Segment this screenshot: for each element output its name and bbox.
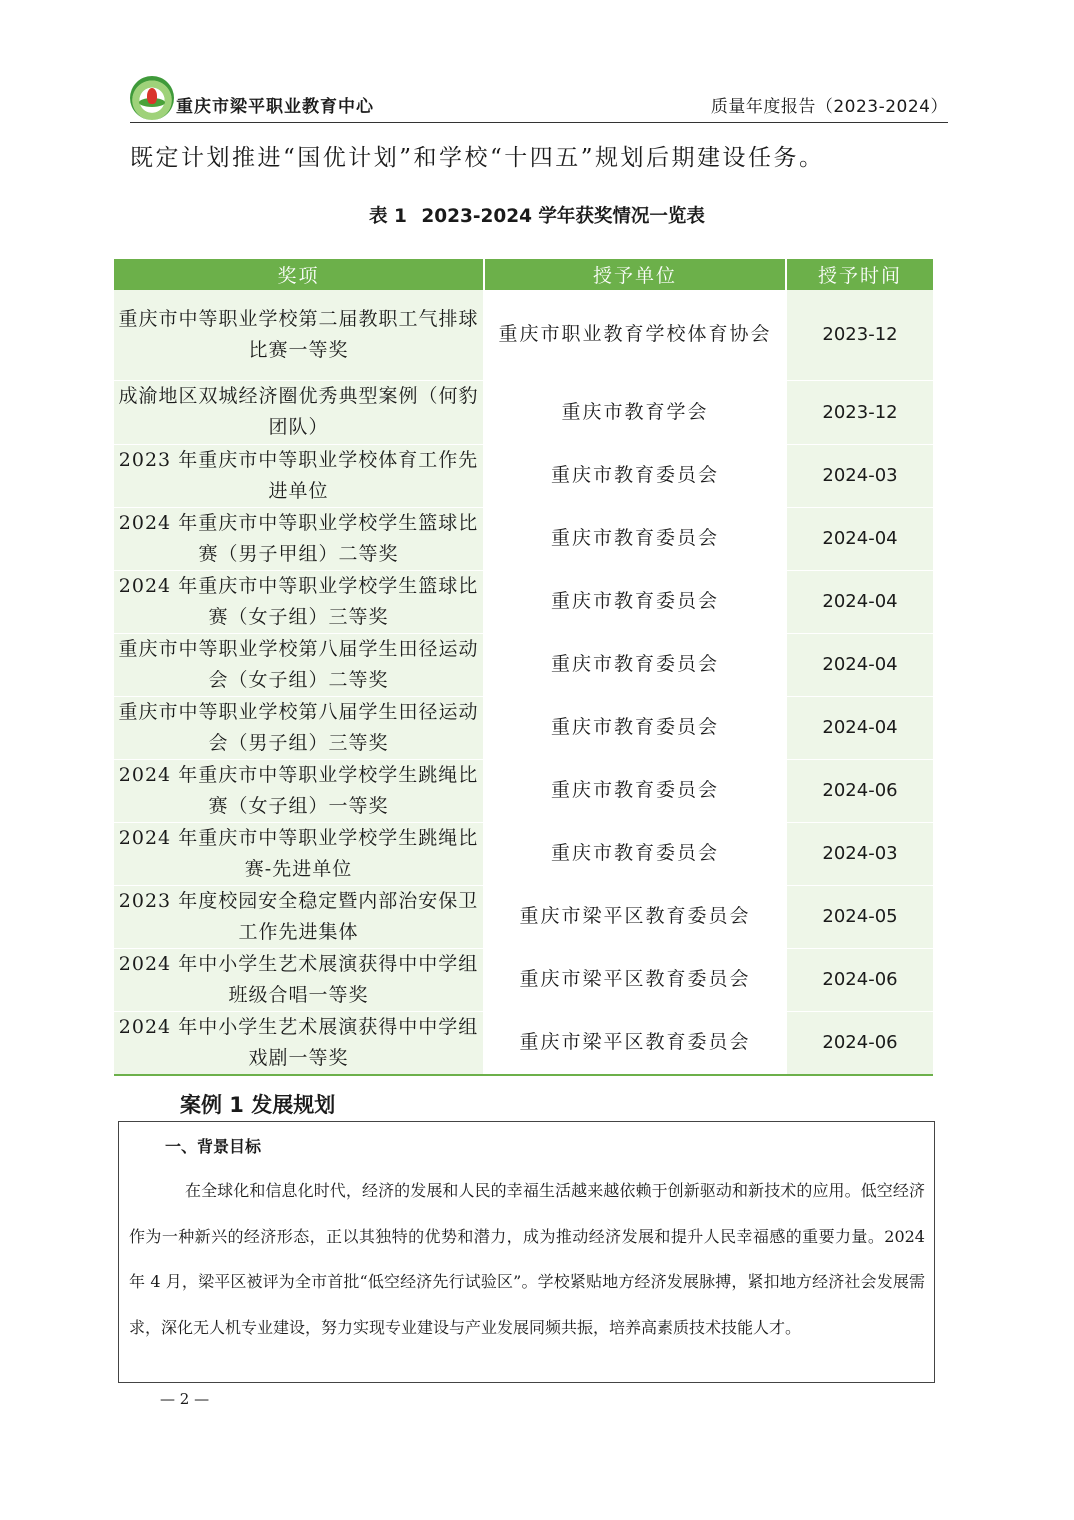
award-cell: 成渝地区双城经济圈优秀典型案例（何豹团队） (114, 380, 484, 444)
date-cell: 2024-04 (786, 507, 933, 570)
school-name: 重庆市梁平职业教育中心 (176, 97, 374, 117)
table-row (114, 444, 933, 507)
header-unit: 授予单位 (484, 259, 786, 290)
award-cell: 2024 年重庆市中等职业学校学生篮球比赛（女子组）三等奖 (114, 570, 484, 633)
unit-cell: 重庆市教育委员会 (484, 633, 786, 696)
date-cell: 2024-06 (786, 1011, 933, 1075)
report-title: 质量年度报告（2023-2024） (710, 97, 948, 117)
date-cell: 2024-05 (786, 885, 933, 948)
unit-cell: 重庆市职业教育学校体育协会 (484, 290, 786, 380)
case-paragraph: 在全球化和信息化时代，经济的发展和人民的幸福生活越来越依赖于创新驱动和新技术的应用。低空经济作为一种新兴的经济形态，正以其独特的优势和潜力，成为推动经济发展和提升人民幸福感的重要力量。2024 年 4 月，梁平区被评为全市首批“低空经济先行试验区”。学校紧贴地方经济发展脉搏，紧扣地方经济社会发展需求，深化无人机专业建设，努力实现专业建设与产业发展同频共振，培养高素质技术技能人才。 (129, 1181, 925, 1337)
table-row (114, 633, 933, 696)
table-caption-label: 表 1 (369, 206, 407, 227)
award-cell: 2024 年重庆市中等职业学校学生跳绳比赛-先进单位 (114, 822, 484, 885)
unit-cell: 重庆市教育委员会 (484, 507, 786, 570)
table-row (114, 759, 933, 822)
page-header (130, 76, 948, 122)
table-row (114, 696, 933, 759)
date-cell: 2024-04 (786, 696, 933, 759)
date-cell: 2024-03 (786, 822, 933, 885)
date-cell: 2024-06 (786, 759, 933, 822)
unit-cell: 重庆市教育委员会 (484, 570, 786, 633)
table-caption (0, 202, 1074, 228)
case-title: 案例 1 发展规划 (180, 1093, 336, 1117)
table-row (114, 507, 933, 570)
date-cell: 2024-03 (786, 444, 933, 507)
header-award: 奖项 (114, 259, 484, 290)
awards-table (114, 259, 933, 1076)
table-row (114, 570, 933, 633)
table-row (114, 948, 933, 1011)
school-logo-icon (130, 76, 174, 120)
case-heading: 一、背景目标 (165, 1137, 262, 1156)
unit-cell: 重庆市教育委员会 (484, 444, 786, 507)
table-header-row (114, 259, 933, 290)
unit-cell: 重庆市梁平区教育委员会 (484, 885, 786, 948)
award-cell: 2024 年中小学生艺术展演获得中中学组戏剧一等奖 (114, 1011, 484, 1075)
date-cell: 2024-04 (786, 633, 933, 696)
date-cell: 2023-12 (786, 290, 933, 380)
unit-cell: 重庆市教育委员会 (484, 696, 786, 759)
unit-cell: 重庆市梁平区教育委员会 (484, 948, 786, 1011)
table-row (114, 1011, 933, 1075)
award-cell: 重庆市中等职业学校第二届教职工气排球比赛一等奖 (114, 290, 484, 380)
award-cell: 2023 年重庆市中等职业学校体育工作先进单位 (114, 444, 484, 507)
unit-cell: 重庆市教育委员会 (484, 759, 786, 822)
award-cell: 2024 年重庆市中等职业学校学生跳绳比赛（女子组）一等奖 (114, 759, 484, 822)
header-divider (130, 122, 948, 123)
date-cell: 2024-04 (786, 570, 933, 633)
table-row (114, 822, 933, 885)
table-row (114, 380, 933, 444)
table-row (114, 885, 933, 948)
award-cell: 2024 年中小学生艺术展演获得中中学组班级合唱一等奖 (114, 948, 484, 1011)
award-cell: 2023 年度校园安全稳定暨内部治安保卫工作先进集体 (114, 885, 484, 948)
case-box (118, 1121, 935, 1383)
header-date: 授予时间 (786, 259, 933, 290)
award-cell: 重庆市中等职业学校第八届学生田径运动会（女子组）二等奖 (114, 633, 484, 696)
unit-cell: 重庆市教育委员会 (484, 822, 786, 885)
unit-cell: 重庆市教育学会 (484, 380, 786, 444)
page-number: — 2 — (160, 1390, 210, 1408)
award-cell: 2024 年重庆市中等职业学校学生篮球比赛（男子甲组）二等奖 (114, 507, 484, 570)
date-cell: 2024-06 (786, 948, 933, 1011)
table-caption-title: 2023-2024 学年获奖情况一览表 (421, 206, 705, 227)
table-row (114, 290, 933, 380)
date-cell: 2023-12 (786, 380, 933, 444)
unit-cell: 重庆市梁平区教育委员会 (484, 1011, 786, 1075)
award-cell: 重庆市中等职业学校第八届学生田径运动会（男子组）三等奖 (114, 696, 484, 759)
intro-paragraph: 既定计划推进“国优计划”和学校“十四五”规划后期建设任务。 (130, 145, 825, 171)
